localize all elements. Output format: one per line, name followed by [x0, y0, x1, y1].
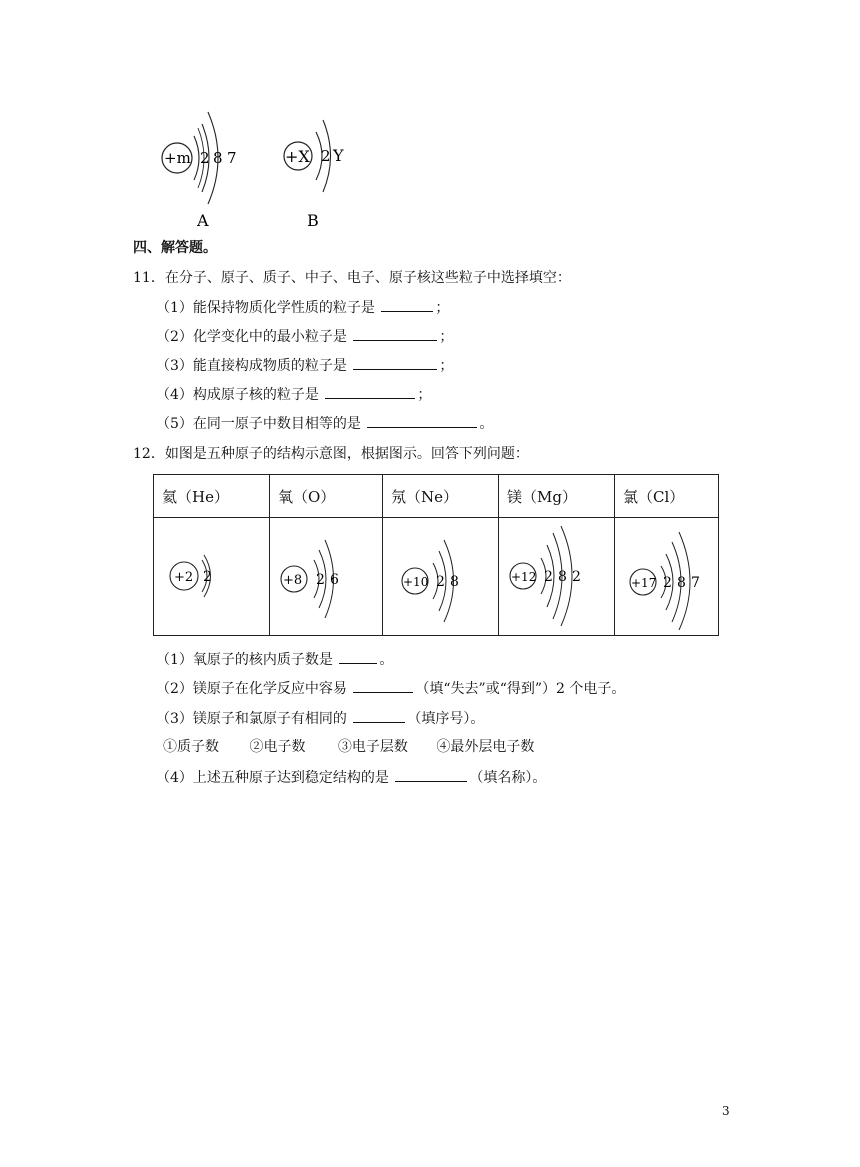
q11-item-2: （2）化学变化中的最小粒子是 ； — [156, 326, 453, 347]
cl-nucleus: +17 — [631, 576, 657, 590]
q11-item-1: （1）能保持物质化学性质的粒子是 ； — [156, 297, 449, 318]
q12-item-1: （1）氧原子的核内质子数是 。 — [156, 649, 393, 670]
q12-item-4: （4）上述五种原子达到稳定结构的是 （填名称）。 — [156, 767, 546, 788]
header-cl: 氯（Cl） — [615, 475, 719, 518]
diagram-b-shell-1: 2 — [321, 147, 331, 165]
o-shell-1: 2 — [316, 572, 325, 588]
q11-item-3: （3）能直接构成物质的粒子是 ； — [156, 355, 453, 376]
mg-shell-3: 2 — [572, 569, 581, 585]
atom-ne — [383, 518, 499, 636]
atom-o — [270, 518, 383, 636]
ne-nucleus: +10 — [403, 575, 429, 589]
q12-options — [163, 737, 534, 757]
option-1: ①质子数 — [163, 739, 219, 755]
q12-item-3: （3）镁原子和氯原子有相同的 （填序号）。 — [156, 708, 484, 729]
he-nucleus: +2 — [174, 570, 194, 585]
atom-structure-table — [153, 474, 719, 636]
o-nucleus: +8 — [283, 573, 303, 588]
q11-item-5: （5）在同一原子中数目相等的是 。 — [156, 413, 493, 434]
section-title: 四、解答题。 — [133, 240, 217, 256]
atom-cl — [615, 518, 719, 636]
diagram-b-nucleus: +X — [285, 147, 310, 166]
option-4: ④最外层电子数 — [436, 739, 535, 755]
q11-stem: 11．在分子、原子、质子、中子、电子、原子核这些粒子中选择填空： — [133, 270, 571, 286]
q12-item-2: （2）镁原子在化学反应中容易 （填“失去”或“得到”）2 个电子。 — [156, 678, 625, 699]
cl-shell-3: 7 — [691, 575, 700, 591]
header-o: 氧（O） — [270, 475, 383, 518]
atom-mg — [499, 518, 615, 636]
header-he: 氦（He） — [154, 475, 270, 518]
mg-nucleus: +12 — [511, 570, 537, 584]
option-2: ②电子数 — [249, 739, 306, 755]
diagram-a-shell-3: 7 — [227, 149, 237, 167]
option-3: ③电子层数 — [337, 739, 408, 755]
diagram-a-nucleus: +m — [164, 149, 191, 167]
diagram-b-shell-2: Y — [333, 146, 344, 165]
he-shell-1: 2 — [203, 569, 212, 585]
mg-shell-2: 8 — [558, 569, 567, 585]
page-number: 3 — [722, 1104, 730, 1118]
atom-he — [154, 518, 270, 636]
diagram-b — [276, 100, 376, 230]
q12-stem: 12．如图是五种原子的结构示意图，根据图示。回答下列问题： — [133, 446, 529, 462]
diagram-a-label: A — [197, 211, 209, 230]
cl-shell-1: 2 — [663, 575, 672, 591]
header-ne: 氖（Ne） — [383, 475, 499, 518]
diagram-a — [150, 100, 260, 230]
diagram-a-shell-1: 2 — [200, 149, 210, 167]
header-mg: 镁（Mg） — [499, 475, 615, 518]
ne-shell-2: 8 — [450, 574, 459, 590]
ne-shell-1: 2 — [436, 574, 445, 590]
q11-item-4: （4）构成原子核的粒子是 ； — [156, 384, 431, 405]
o-shell-2: 6 — [330, 572, 339, 588]
mg-shell-1: 2 — [544, 569, 553, 585]
diagram-b-label: B — [307, 211, 319, 230]
cl-shell-2: 8 — [677, 575, 686, 591]
diagram-a-shell-2: 8 — [213, 149, 223, 167]
